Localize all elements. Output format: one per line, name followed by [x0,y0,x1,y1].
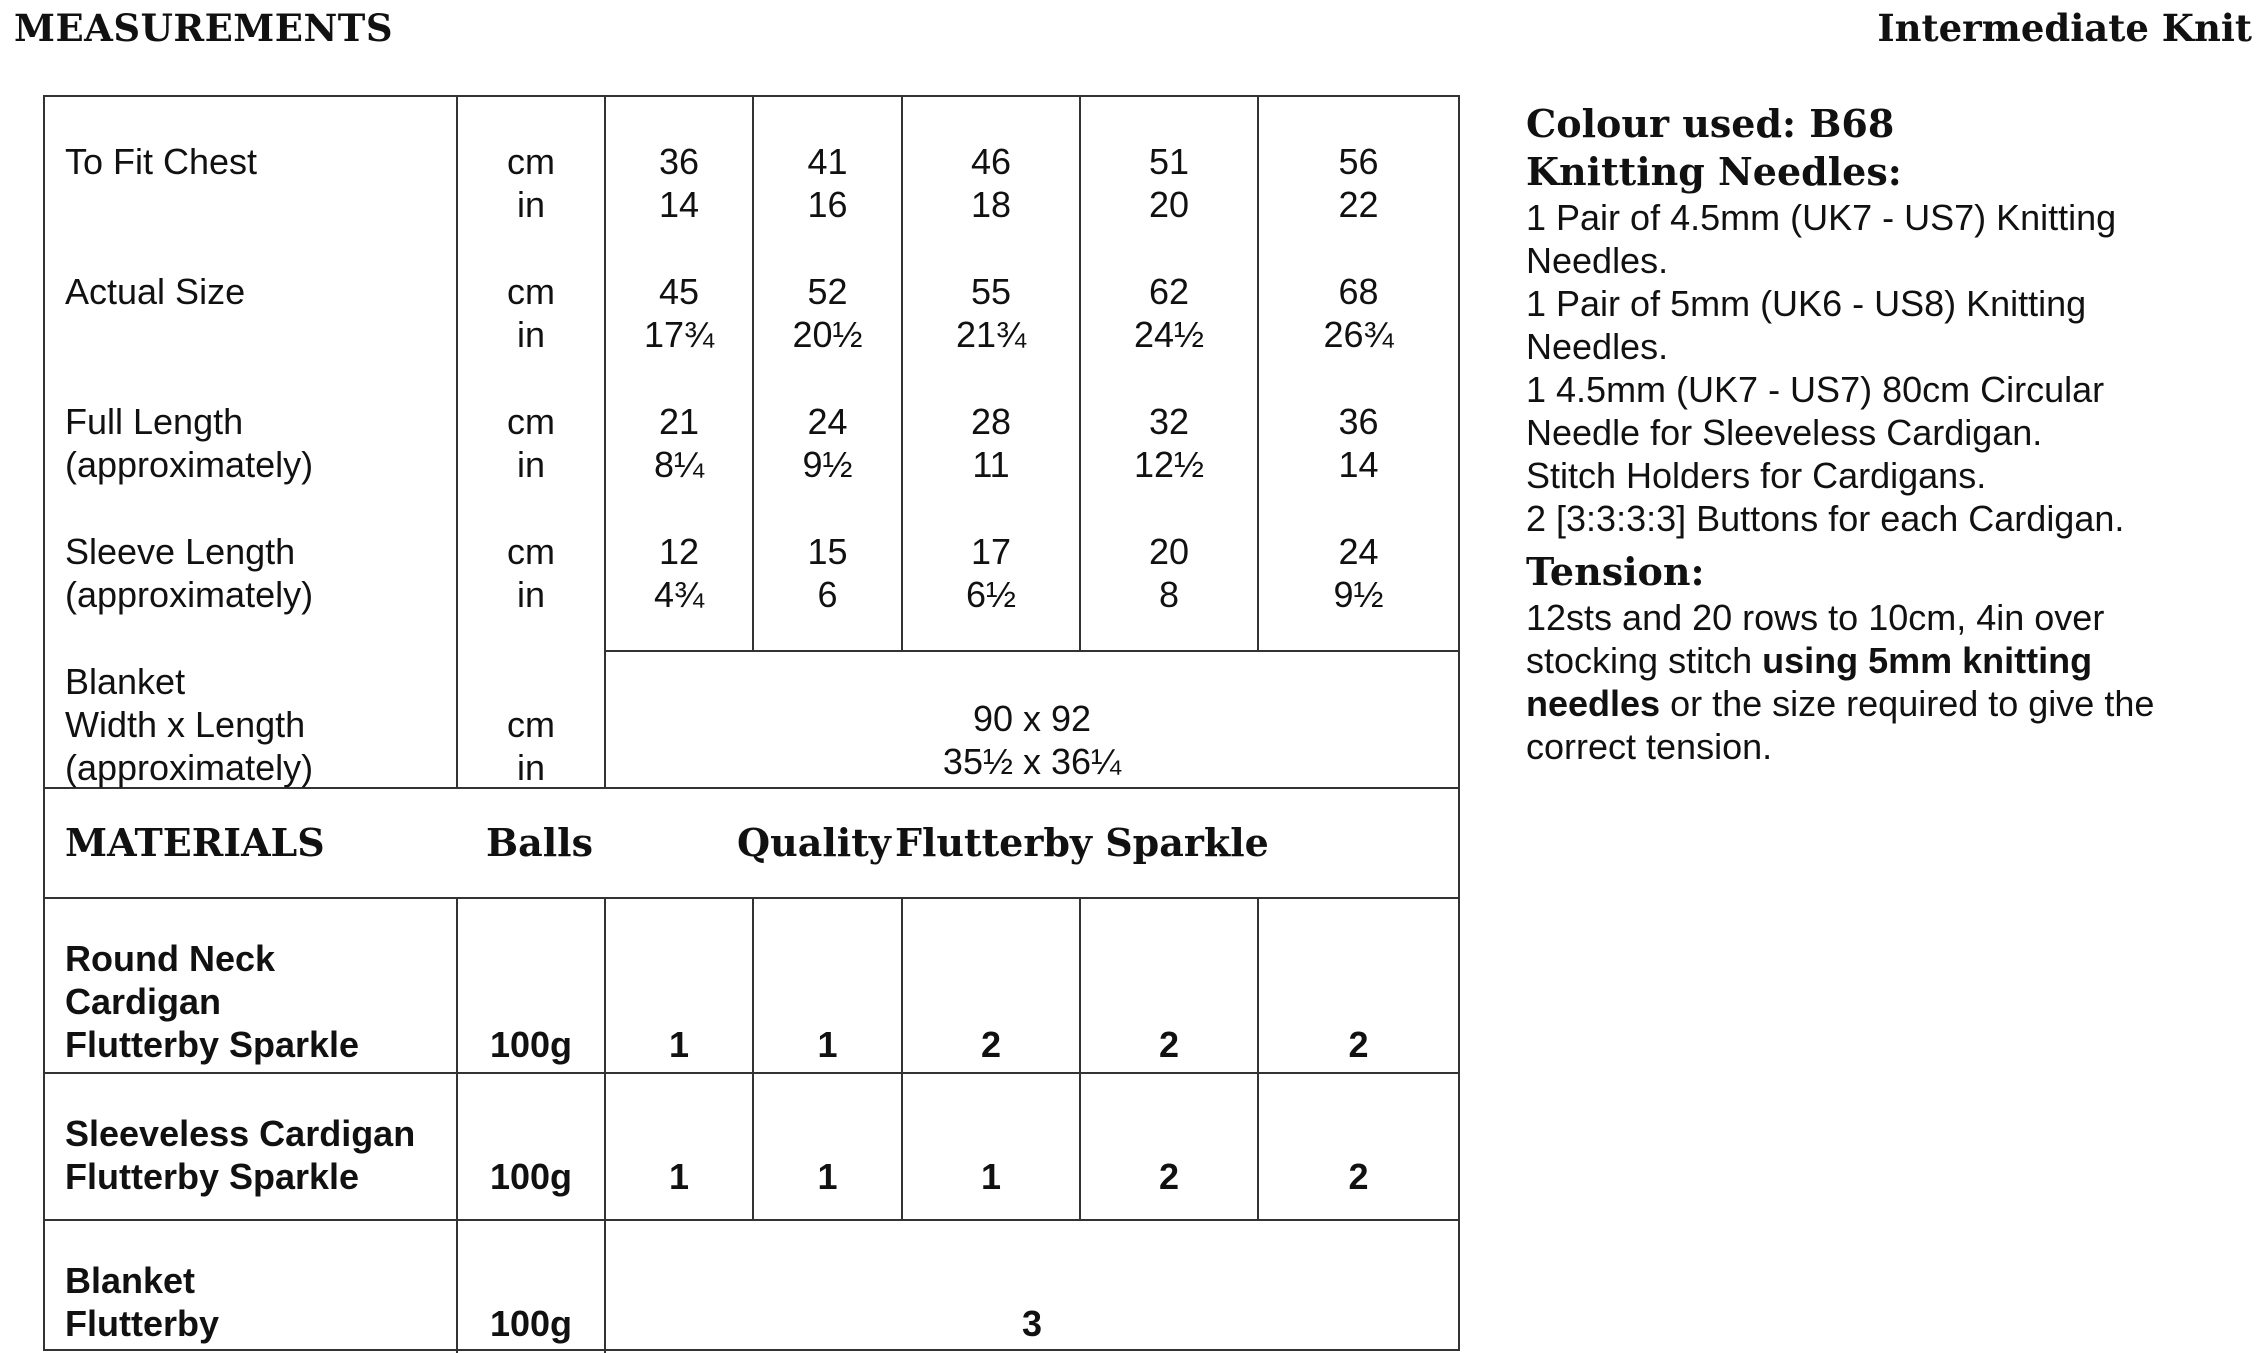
row-label: Sleeve Length [65,531,296,572]
value-cm: 45 [658,271,700,312]
value-cm: 24 [807,401,848,442]
value-in: 18 [970,184,1012,225]
measurements-table [43,95,1460,1351]
row-label-note: (approximately) [65,444,314,485]
material-label: Flutterby Sparkle [65,1024,360,1065]
row-divider [604,650,1458,652]
tension-line: 12sts and 20 rows to 10cm, 4in over [1526,597,2105,638]
value-cm: 28 [970,401,1012,442]
value-in: 22 [1338,184,1379,225]
unit-in: in [516,314,546,355]
tension-emphasis: needles [1526,683,1661,724]
tension-line: correct tension. [1526,726,1773,767]
unit-cm: cm [507,271,555,312]
col-divider [456,897,458,1353]
ball-count: 1 [668,1024,690,1065]
needles-line: Stitch Holders for Cardigans. [1526,455,1987,496]
value-cm: 62 [1148,271,1190,312]
page-title: MEASUREMENTS [14,6,394,50]
value-cm: 51 [1148,141,1190,182]
value-in: 12½ [1133,444,1205,485]
ball-count: 1 [980,1156,1002,1197]
value-cm: 41 [807,141,848,182]
value-in: 20½ [792,314,863,355]
tension-line [1526,639,2246,682]
tension-text: stocking stitch [1526,640,1763,681]
tension-title: Tension: [1526,549,1705,594]
material-label: Cardigan [65,981,222,1022]
tension-text: or the size required to give the [1660,683,2155,724]
material-label: Blanket [65,1260,196,1301]
value-in: 14 [1338,444,1379,485]
value-cm: 36 [658,141,700,182]
ball-count: 1 [817,1024,838,1065]
value-in: 6 [817,574,838,615]
materials-notes [1526,100,2246,768]
value-in: 9½ [1333,574,1384,615]
value-in: 26¾ [1323,314,1394,355]
value-in: 4¾ [653,574,705,615]
material-label: Round Neck [65,938,276,979]
row-divider [45,1072,1458,1074]
row-label: Full Length [65,401,244,442]
needles-line: 1 Pair of 4.5mm (UK7 - US7) Knitting [1526,197,2117,238]
value-in: 11 [972,444,1010,485]
colour-used: Colour used: B68 [1526,101,1895,146]
unit-in: in [516,574,546,615]
value-in: 8 [1158,574,1180,615]
ball-count: 2 [980,1024,1002,1065]
row-label-note: (approximately) [65,747,314,788]
row-label: Blanket [65,661,186,702]
material-weight: 100g [489,1156,573,1197]
needles-line: Needles. [1526,240,1669,281]
row-label: Actual Size [65,271,246,312]
value-in: 6½ [965,574,1017,615]
ball-count: 2 [1348,1024,1369,1065]
value-in: 24½ [1133,314,1205,355]
value-cm: 36 [1338,401,1379,442]
value-in: 21¾ [955,314,1027,355]
ball-count: 1 [817,1156,838,1197]
ball-count: 2 [1348,1156,1369,1197]
row-label: Width x Length [65,704,306,745]
needles-line: Needles. [1526,326,1669,367]
unit-cm: cm [507,704,555,745]
material-label: Flutterby Sparkle [65,1156,360,1197]
blanket-value-cm: 90 x 92 [972,698,1092,739]
unit-in: in [516,747,546,788]
ball-count: 1 [668,1156,690,1197]
value-cm: 20 [1148,531,1190,572]
row-label: To Fit Chest [65,141,258,182]
value-in: 14 [658,184,700,225]
value-cm: 46 [970,141,1012,182]
material-weight: 100g [489,1303,573,1344]
needles-line: 1 4.5mm (UK7 - US7) 80cm Circular [1526,369,2105,410]
material-label: Flutterby [65,1303,220,1344]
value-cm: 68 [1338,271,1379,312]
unit-cm: cm [507,401,555,442]
unit-in: in [516,444,546,485]
unit-cm: cm [507,531,555,572]
row-divider [45,897,1458,899]
value-cm: 17 [970,531,1012,572]
value-in: 17¾ [643,314,715,355]
needles-line: 2 [3:3:3:3] Buttons for each Cardigan. [1526,498,2125,539]
quality-value: Flutterby Sparkle [895,820,1269,865]
value-in: 16 [807,184,848,225]
materials-title: MATERIALS [65,820,325,865]
skill-level: Intermediate Knit [1877,6,2252,50]
balls-label: Balls [486,820,594,865]
unit-cm: cm [507,141,555,182]
value-in: 9½ [802,444,853,485]
ball-count: 2 [1158,1156,1180,1197]
ball-count: 2 [1158,1024,1180,1065]
needles-line: Needle for Sleeveless Cardigan. [1526,412,2043,453]
row-label-note: (approximately) [65,574,314,615]
material-weight: 100g [489,1024,573,1065]
tension-line [1526,682,2246,725]
col-divider [604,897,606,1353]
value-cm: 12 [658,531,700,572]
value-cm: 55 [970,271,1012,312]
value-in: 20 [1148,184,1190,225]
unit-in: in [516,184,546,225]
value-cm: 56 [1338,141,1379,182]
material-label: Sleeveless Cardigan [65,1113,416,1154]
value-cm: 24 [1338,531,1379,572]
ball-count: 3 [1021,1303,1043,1344]
value-cm: 32 [1148,401,1190,442]
tension-emphasis: using 5mm knitting [1762,640,2093,681]
value-cm: 21 [658,401,700,442]
value-cm: 15 [807,531,848,572]
needles-line: 1 Pair of 5mm (UK6 - US8) Knitting [1526,283,2087,324]
value-cm: 52 [807,271,848,312]
row-divider [45,1219,1458,1221]
needles-title: Knitting Needles: [1526,149,1902,194]
value-in: 8¼ [653,444,705,485]
blanket-value-in: 35½ x 36¼ [942,741,1122,782]
quality-label: Quality [737,820,891,865]
